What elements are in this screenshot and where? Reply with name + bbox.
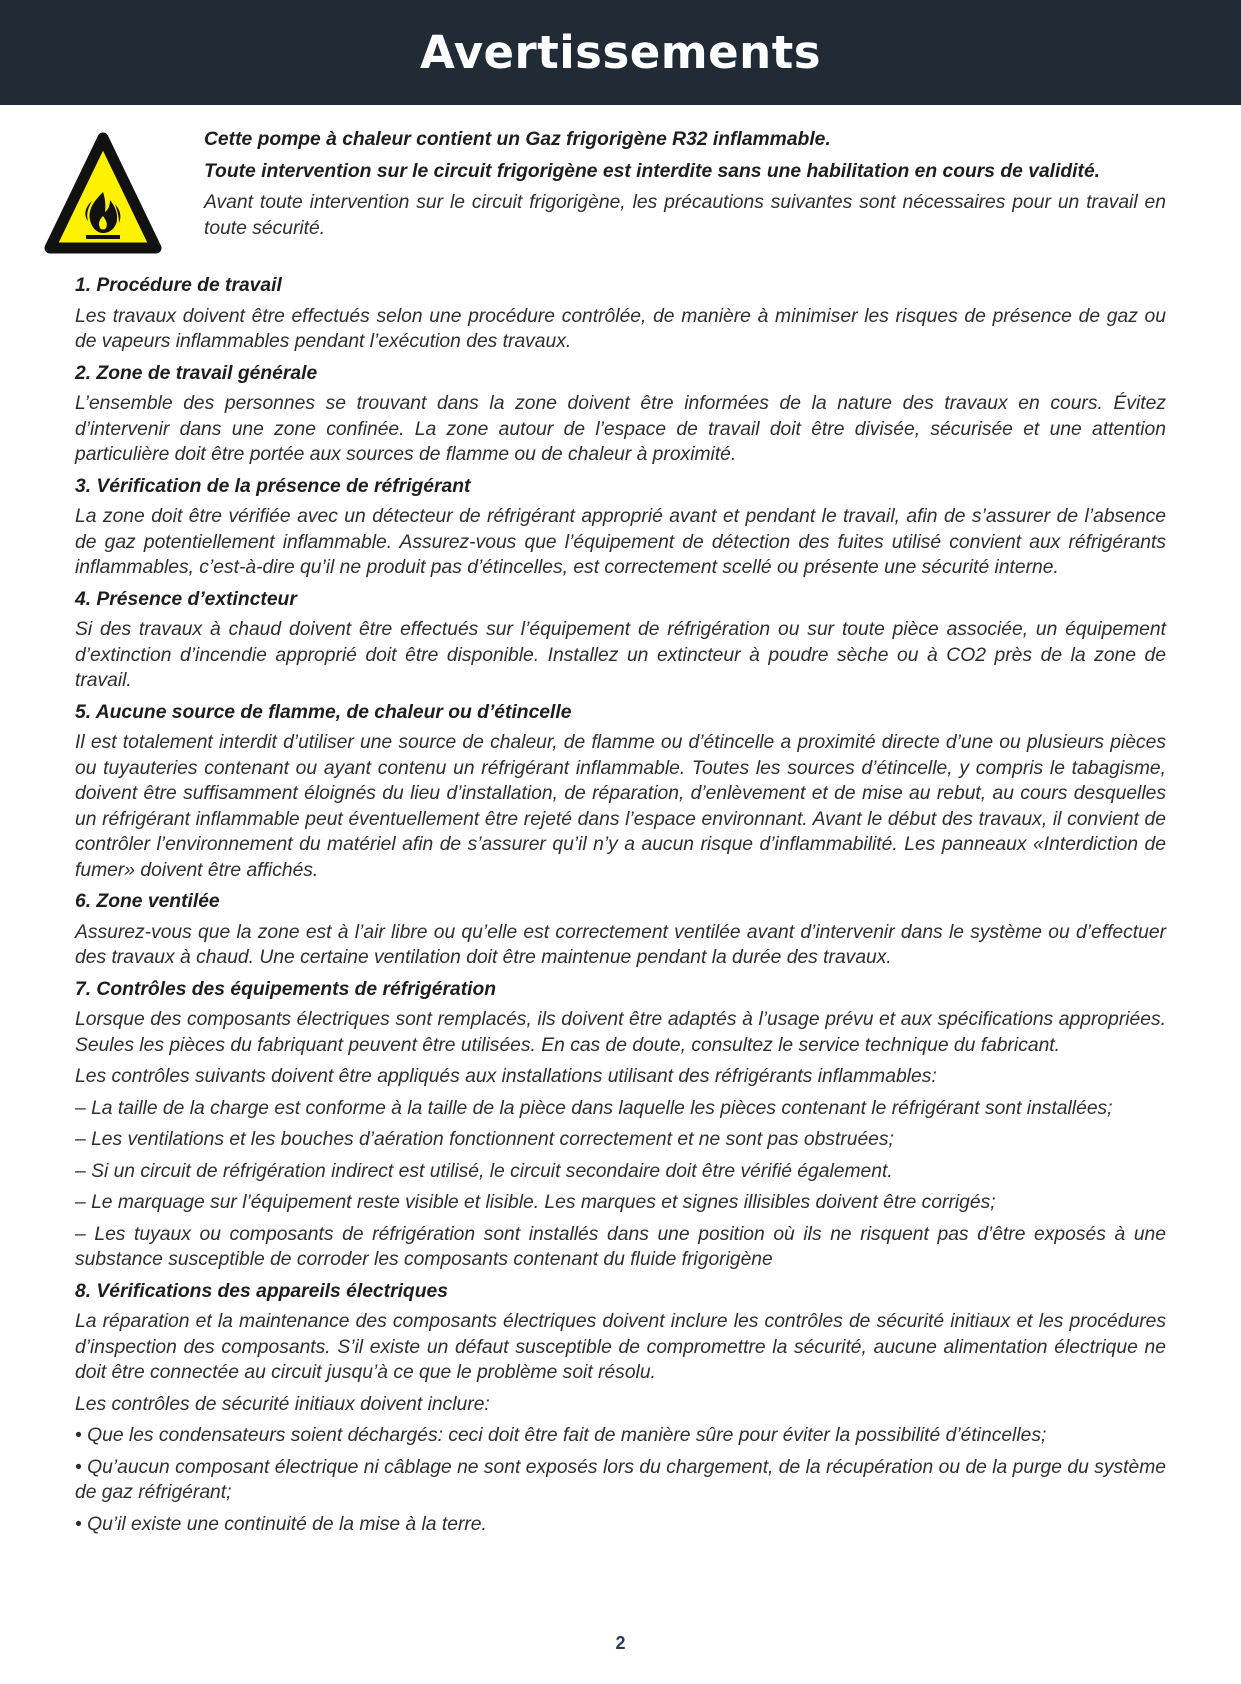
section-title: 4. Présence d’extincteur bbox=[75, 588, 297, 610]
section-title: 5. Aucune source de flamme, de chaleur ou d’étincelle bbox=[75, 701, 572, 723]
page-title: Avertissements bbox=[419, 26, 822, 79]
list-item: – Les tuyaux ou composants de réfrigération sont installés dans une position où ils ne risquent pas d’être exposés à une substance susceptible de corroder les composants contenant du fluide frigorigène bbox=[75, 1223, 1166, 1270]
page-number: 2 bbox=[615, 1633, 626, 1653]
section-paragraph: Les travaux doivent être effectués selon une procédure contrôlée, de manière à minimiser les risques de présence de gaz ou de vapeurs inflammables pendant l’exécution des travaux. bbox=[75, 305, 1166, 352]
section-paragraph: Les contrôles suivants doivent être appliqués aux installations utilisant des réfrigérants inflammables: bbox=[75, 1066, 937, 1087]
flammable-warning-icon bbox=[44, 132, 162, 262]
section-paragraph: La réparation et la maintenance des composants électriques doivent inclure les contrôles de sécurité initiaux et les procédures d’inspection des composants. S’il existe un défaut susceptible de compromettre la sécurité, aucune alimentation électrique ne doit être connectée au circuit jusqu’à ce que le problème soit résolu. bbox=[75, 1311, 1166, 1383]
list-item: • Que les condensateurs soient déchargés: ceci doit être fait de manière sûre pour éviter la possibilité d’étincelles; bbox=[75, 1425, 1047, 1446]
intro-block bbox=[204, 127, 1166, 247]
list-item: • Qu’aucun composant électrique ni câblage ne sont exposés lors du chargement, de la récupération ou de la purge du système de gaz réfrigérant; bbox=[75, 1456, 1166, 1503]
page-header bbox=[0, 0, 1241, 105]
section-paragraph: Les contrôles de sécurité initiaux doivent inclure: bbox=[75, 1393, 490, 1415]
section-title: 2. Zone de travail générale bbox=[75, 362, 318, 384]
section-title: 8. Vérifications des appareils électriques bbox=[75, 1280, 448, 1302]
list-item: – Le marquage sur l’équipement reste visible et lisible. Les marques et signes illisibles doivent être corrigés; bbox=[75, 1192, 996, 1213]
intro-line: Toute intervention sur le circuit frigorigène est interdite sans une habilitation en cours de validité. bbox=[204, 160, 1101, 182]
section-title: 1. Procédure de travail bbox=[75, 275, 282, 296]
section-paragraph: La zone doit être vérifiée avec un détecteur de réfrigérant approprié avant et pendant le travail, afin de s’assurer de l’absence de gaz potentiellement inflammable. Assurez-vous que l’équipement de détection des fuites utilisé convient aux réfrigérants inflammables, c’est-à-dire qu’il ne produit pas d’étincelles, est correctement scellé ou présente une sécurité interne. bbox=[75, 506, 1166, 578]
list-item: • Qu’il existe une continuité de la mise à la terre. bbox=[75, 1513, 487, 1535]
sections bbox=[75, 273, 1166, 1543]
section-title: 7. Contrôles des équipements de réfrigération bbox=[75, 978, 497, 1000]
section-title: 3. Vérification de la présence de réfrigérant bbox=[75, 475, 471, 497]
list-item: – Si un circuit de réfrigération indirect est utilisé, le circuit secondaire doit être vérifié également. bbox=[75, 1160, 893, 1182]
intro-line: Cette pompe à chaleur contient un Gaz frigorigène R32 inflammable. bbox=[204, 129, 831, 150]
section-paragraph: L’ensemble des personnes se trouvant dans la zone doivent être informées de la nature des travaux en cours. Évitez d’intervenir dans une zone confinée. La zone autour de l’espace de travail doit être divisée, sécurisée et une attention particulière doit être portée aux sources de flamme ou de chaleur à proximité. bbox=[75, 393, 1166, 465]
section-title: 6. Zone ventilée bbox=[75, 891, 220, 912]
section-paragraph: Lorsque des composants électriques sont remplacés, ils doivent être adaptés à l’usage prévu et aux spécifications appropriées. Seules les pièces du fabriquant peuvent être utilisées. En cas de doute, consultez le service technique du fabricant. bbox=[75, 1009, 1166, 1056]
intro-line: Avant toute intervention sur le circuit frigorigène, les précautions suivantes sont nécessaires pour un travail en toute sécurité. bbox=[204, 192, 1166, 239]
list-item: – Les ventilations et les bouches d’aération fonctionnent correctement et ne sont pas obstruées; bbox=[75, 1129, 894, 1150]
section-paragraph: Si des travaux à chaud doivent être effectués sur l’équipement de réfrigération ou sur toute pièce associée, un équipement d’extinction d’incendie approprié doit être disponible. Installez un extincteur à poudre sèche ou à CO2 près de la zone de travail. bbox=[75, 619, 1166, 691]
list-item: – La taille de la charge est conforme à la taille de la pièce dans laquelle les pièces contenant le réfrigérant sont installées; bbox=[75, 1097, 1113, 1119]
section-paragraph: Il est totalement interdit d’utiliser une source de chaleur, de flamme ou d’étincelle a proximité directe d’une ou plusieurs pièces ou tuyauteries contenant ou ayant contenu un réfrigérant inflammable. Toutes les sources d’étincelle, y compris le tabagisme, doivent être suffisamment éloignés du lieu d’installation, de réparation, d’enlèvement et de mise au rebut, au cours desquelles un réfrigérant inflammable peut éventuellement être rejeté dans l’espace environnant. Avant le début des travaux, il convient de contrôler l’environnement du matériel afin de s’assurer qu’il n’y a aucun risque d’inflammabilité. Les panneaux «Interdiction de fumer» doivent être affichés. bbox=[75, 732, 1166, 881]
section-paragraph: Assurez-vous que la zone est à l’air libre ou qu’elle est correctement ventilée avant d’intervenir dans le système ou d’effectuer des travaux à chaud. Une certaine ventilation doit être maintenue pendant la durée des travaux. bbox=[75, 921, 1166, 968]
